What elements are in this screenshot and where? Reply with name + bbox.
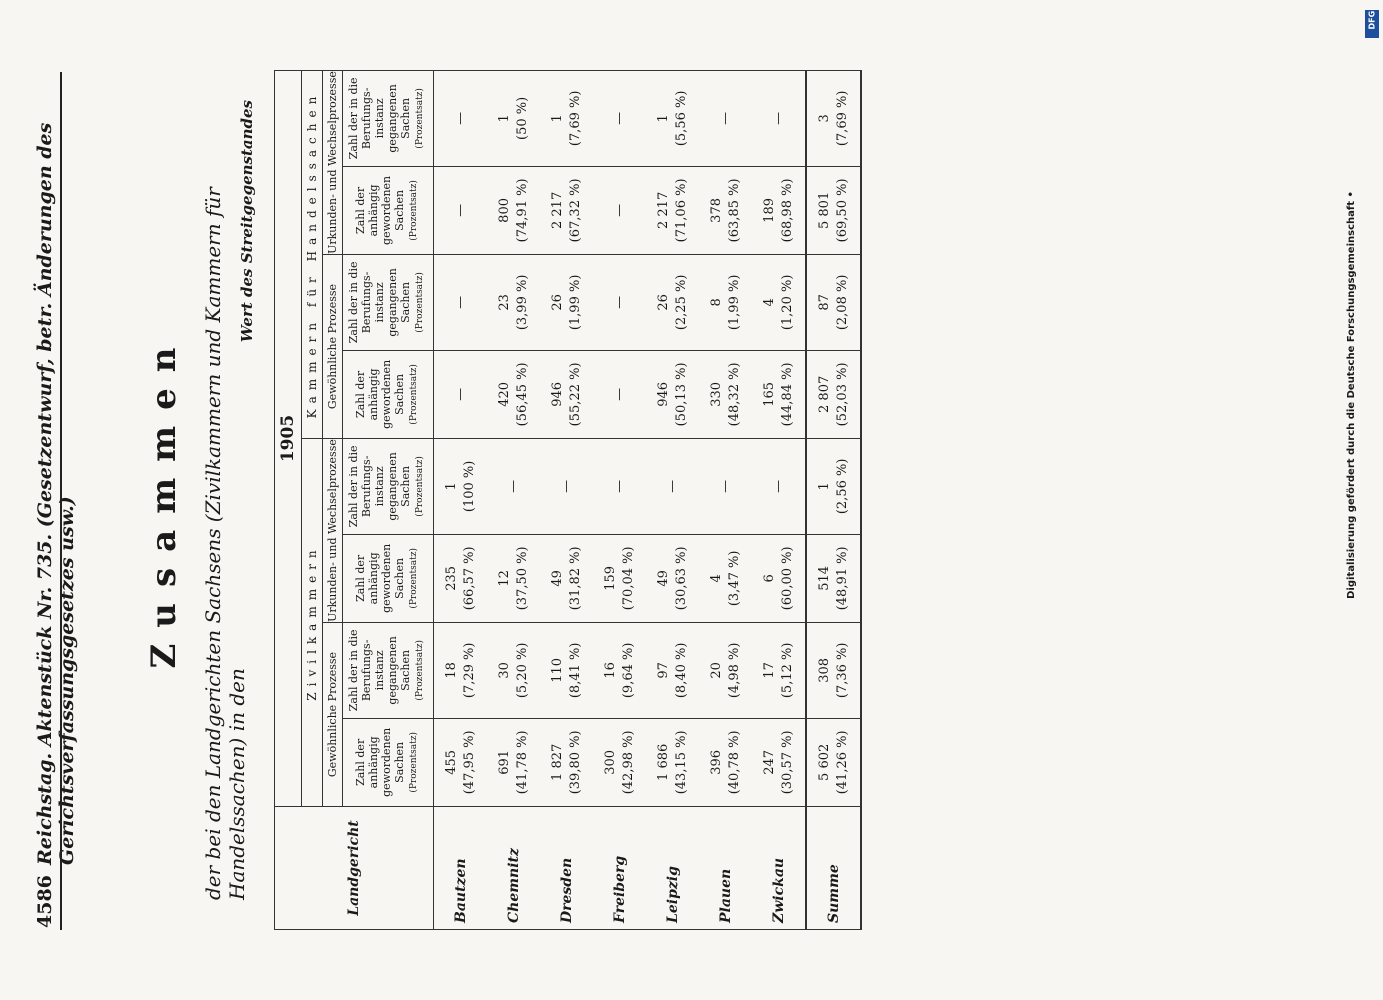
landgericht-name: Leipzig — [646, 807, 699, 930]
table-cell — [434, 439, 488, 535]
cell-percent: (41,26 %) — [834, 730, 850, 795]
cell-percent: (41,78 %) — [514, 730, 530, 795]
table-cell — [752, 350, 806, 438]
cell-count: 946 — [655, 381, 671, 407]
cell-count: 87 — [816, 294, 832, 311]
cell-percent: (63,85 %) — [726, 178, 742, 243]
cell-count: — — [611, 387, 627, 401]
sub-gewoehnliche-2: Gewöhnliche Prozesse — [323, 255, 343, 439]
table-cell — [487, 439, 540, 535]
col-header: Zahl der in die Berufungs-instanz gegangenen Sachen (Prozentsatz) — [343, 623, 434, 719]
cell-count: 420 — [496, 381, 512, 407]
table-cell — [593, 350, 646, 438]
cell-count: 12 — [496, 570, 512, 587]
cell-percent: (52,03 %) — [834, 362, 850, 427]
table-cell — [646, 534, 699, 622]
table-cell — [752, 166, 806, 254]
cell-percent: (3,47 %) — [726, 550, 742, 607]
table-cell — [806, 439, 861, 535]
cell-count: 1 — [816, 482, 832, 491]
cell-percent: (71,06 %) — [673, 178, 689, 243]
statistics-table — [274, 70, 862, 930]
landgericht-name: Zwickau — [752, 807, 806, 930]
cell-count: — — [452, 111, 468, 125]
table-cell — [593, 71, 646, 167]
table-cell — [540, 534, 593, 622]
table-cell — [646, 350, 699, 438]
table-cell — [752, 439, 806, 535]
table-body — [434, 71, 862, 930]
cell-percent: (37,50 %) — [514, 546, 530, 611]
cell-count: — — [717, 111, 733, 125]
landgericht-name: Freiberg — [593, 807, 646, 930]
landgericht-name: Dresden — [540, 807, 593, 930]
cell-count: 18 — [443, 662, 459, 679]
sum-row — [806, 71, 861, 930]
table-cell — [434, 166, 488, 254]
running-head: Reichstag. Aktenstück Nr. 735. (Gesetzentwurf, betr. Änderungen des Gerichtsverfassungsgesetzes usw.) — [34, 122, 78, 865]
cell-count: 110 — [549, 657, 565, 683]
col-header: Zahl der anhängig gewordenen Sachen (Prozentsatz) — [343, 350, 434, 438]
table-cell — [646, 439, 699, 535]
cell-count: 691 — [496, 749, 512, 775]
table-cell — [699, 166, 752, 254]
cell-count: — — [664, 479, 680, 493]
cell-percent: (2,08 %) — [834, 274, 850, 331]
col-header: Zahl der anhängig gewordenen Sachen (Prozentsatz) — [343, 534, 434, 622]
cell-percent: (70,04 %) — [620, 546, 636, 611]
col-header: Zahl der in die Berufungs-instanz gegangenen Sachen (Prozentsatz) — [343, 255, 434, 351]
cell-count: 26 — [549, 294, 565, 311]
cell-percent: (66,57 %) — [461, 546, 477, 611]
sub-gewoehnliche-1: Gewöhnliche Prozesse — [323, 623, 343, 807]
cell-count: — — [611, 111, 627, 125]
cell-percent: (39,80 %) — [567, 730, 583, 795]
cell-percent: (8,40 %) — [673, 642, 689, 699]
table-cell — [540, 623, 593, 719]
cell-count: 165 — [761, 381, 777, 407]
table-cell — [487, 623, 540, 719]
cell-count: — — [611, 203, 627, 217]
cell-count: 159 — [602, 565, 618, 591]
rotated-page — [26, 60, 1356, 940]
cell-count: 247 — [761, 749, 777, 775]
col-header: Zahl der in die Berufungs-instanz gegangenen Sachen (Prozentsatz) — [343, 71, 434, 167]
cell-percent: (9,64 %) — [620, 642, 636, 699]
table-cell — [487, 71, 540, 167]
table-row — [646, 71, 699, 930]
cell-percent: (74,91 %) — [514, 178, 530, 243]
table-cell — [699, 718, 752, 806]
col-header: Zahl der anhängig gewordenen Sachen (Prozentsatz) — [343, 718, 434, 806]
cell-percent: (100 %) — [461, 460, 477, 513]
cell-count: 6 — [761, 574, 777, 583]
table-cell — [646, 71, 699, 167]
cell-percent: (5,20 %) — [514, 642, 530, 699]
cell-count: — — [770, 111, 786, 125]
table-cell — [540, 255, 593, 351]
cell-count: 5 602 — [816, 743, 832, 781]
table-cell — [646, 623, 699, 719]
cell-percent: (7,69 %) — [834, 90, 850, 147]
table-cell — [434, 623, 488, 719]
table-cell — [806, 350, 861, 438]
cell-count: 4 — [761, 298, 777, 307]
cell-count: 49 — [549, 570, 565, 587]
cell-count: 800 — [496, 197, 512, 223]
cell-percent: (1,20 %) — [779, 274, 795, 331]
cell-count: 30 — [496, 662, 512, 679]
cell-percent: (48,91 %) — [834, 546, 850, 611]
cell-count: 330 — [708, 381, 724, 407]
table-cell — [806, 534, 861, 622]
digitization-credit: Digitalisierung gefördert durch die Deutsche Forschungsgemeinschaft • — [1346, 191, 1357, 599]
table-cell — [540, 71, 593, 167]
cell-percent: (2,25 %) — [673, 274, 689, 331]
table-cell — [806, 623, 861, 719]
table-cell — [434, 71, 488, 167]
cell-count: 23 — [496, 294, 512, 311]
table-cell — [806, 718, 861, 806]
cell-count: 4 — [708, 574, 724, 583]
cell-count: 300 — [602, 749, 618, 775]
cell-count: 16 — [602, 662, 618, 679]
table-cell — [593, 534, 646, 622]
table-cell — [646, 255, 699, 351]
cell-count: 396 — [708, 749, 724, 775]
table-cell — [434, 350, 488, 438]
cell-count: — — [611, 295, 627, 309]
landgericht-name: Summe — [806, 807, 861, 930]
cell-percent: (30,57 %) — [779, 730, 795, 795]
table-cell — [646, 718, 699, 806]
landgericht-name: Chemnitz — [487, 807, 540, 930]
col-header: Zahl der in die Berufungs-instanz gegangenen Sachen (Prozentsatz) — [343, 439, 434, 535]
cell-count: 1 — [549, 114, 565, 123]
cell-percent: (40,78 %) — [726, 730, 742, 795]
cell-count: 1 686 — [655, 743, 671, 781]
cell-percent: (2,56 %) — [834, 458, 850, 515]
table-cell — [806, 71, 861, 167]
table-cell — [540, 350, 593, 438]
table-row — [699, 71, 752, 930]
cell-percent: (30,63 %) — [673, 546, 689, 611]
cell-percent: (1,99 %) — [726, 274, 742, 331]
group-handelssachen: Kammern für Handelssachen — [302, 71, 323, 439]
cell-count: 1 827 — [549, 743, 565, 781]
table-cell — [487, 255, 540, 351]
cell-percent: (47,95 %) — [461, 730, 477, 795]
landgericht-name: Plauen — [699, 807, 752, 930]
table-row — [593, 71, 646, 930]
cell-count: 378 — [708, 197, 724, 223]
table-cell — [593, 166, 646, 254]
cell-count: — — [452, 203, 468, 217]
cell-percent: (8,41 %) — [567, 642, 583, 699]
cell-count: — — [611, 479, 627, 493]
cell-percent: (48,32 %) — [726, 362, 742, 427]
cell-percent: (42,98 %) — [620, 730, 636, 795]
cell-percent: (31,82 %) — [567, 546, 583, 611]
cell-count: 97 — [655, 662, 671, 679]
cell-percent: (44,84 %) — [779, 362, 795, 427]
cell-count: 17 — [761, 662, 777, 679]
cell-percent: (69,50 %) — [834, 178, 850, 243]
cell-percent: (7,36 %) — [834, 642, 850, 699]
table-cell — [752, 534, 806, 622]
cell-count: 2 807 — [816, 375, 832, 413]
cell-count: 1 — [655, 114, 671, 123]
cell-count: 514 — [816, 565, 832, 591]
cell-count: 2 217 — [549, 191, 565, 229]
cell-percent: (60,00 %) — [779, 546, 795, 611]
sub-urkunden-1: Urkunden- und Wechselprozesse — [323, 439, 343, 623]
table-cell — [593, 255, 646, 351]
cell-percent: (1,99 %) — [567, 274, 583, 331]
cell-percent: (55,22 %) — [567, 362, 583, 427]
page-subtitle: der bei den Landgerichten Sachsens (Zivilkammern und Kammern für Handelssachen) in den — [201, 187, 249, 900]
table-cell — [699, 71, 752, 167]
cell-percent: (50 %) — [514, 96, 530, 140]
cell-count: — — [717, 479, 733, 493]
cell-percent: (5,12 %) — [779, 642, 795, 699]
table-cell — [699, 255, 752, 351]
table-cell — [699, 534, 752, 622]
table-row — [752, 71, 806, 930]
table-cell — [646, 166, 699, 254]
table-cell — [752, 718, 806, 806]
header-rule — [60, 72, 62, 930]
cell-count: 946 — [549, 381, 565, 407]
table-cell — [806, 255, 861, 351]
cell-percent: (56,45 %) — [514, 362, 530, 427]
table-cell — [593, 439, 646, 535]
dfg-logo: DFG — [1365, 10, 1379, 38]
table-cell — [593, 623, 646, 719]
cell-count: — — [770, 479, 786, 493]
cell-percent: (4,98 %) — [726, 642, 742, 699]
table-cell — [752, 623, 806, 719]
table-cell — [699, 439, 752, 535]
page-subtitle-2: Wert des Streitgegenstandes — [238, 100, 256, 343]
table-cell — [540, 166, 593, 254]
running-header — [26, 60, 78, 940]
cell-count: 235 — [443, 565, 459, 591]
year-header: 1905 — [275, 71, 302, 807]
table-row — [540, 71, 593, 930]
cell-percent: (7,69 %) — [567, 90, 583, 147]
cell-count: — — [452, 387, 468, 401]
cell-count: 26 — [655, 294, 671, 311]
table-cell — [434, 534, 488, 622]
table-row — [434, 71, 488, 930]
cell-percent: (3,99 %) — [514, 274, 530, 331]
table-row — [487, 71, 540, 930]
cell-count: — — [505, 479, 521, 493]
cell-count: 189 — [761, 197, 777, 223]
table-cell — [699, 350, 752, 438]
landgericht-name: Bautzen — [434, 807, 488, 930]
cell-count: 8 — [708, 298, 724, 307]
table-cell — [434, 718, 488, 806]
cell-count: 1 — [443, 482, 459, 491]
cell-count: 2 217 — [655, 191, 671, 229]
cell-percent: (43,15 %) — [673, 730, 689, 795]
cell-count: — — [452, 295, 468, 309]
table-cell — [487, 350, 540, 438]
table-cell — [540, 439, 593, 535]
cell-percent: (5,56 %) — [673, 90, 689, 147]
cell-count: 5 801 — [816, 191, 832, 229]
table-cell — [487, 166, 540, 254]
group-zivilkammern: Zivilkammern — [302, 439, 323, 807]
table-cell — [806, 166, 861, 254]
page-title: Zusammen — [144, 331, 184, 669]
cell-count: — — [558, 479, 574, 493]
table-cell — [487, 534, 540, 622]
cell-percent: (67,32 %) — [567, 178, 583, 243]
sub-urkunden-2: Urkunden- und Wechselprozesse — [323, 71, 343, 255]
table-cell — [699, 623, 752, 719]
cell-percent: (7,29 %) — [461, 642, 477, 699]
cell-count: 455 — [443, 749, 459, 775]
cell-count: 308 — [816, 657, 832, 683]
table-cell — [487, 718, 540, 806]
cell-count: 20 — [708, 662, 724, 679]
table-cell — [752, 255, 806, 351]
cell-percent: (68,98 %) — [779, 178, 795, 243]
table-cell — [434, 255, 488, 351]
cell-count: 49 — [655, 570, 671, 587]
table-cell — [752, 71, 806, 167]
cell-count: 1 — [496, 114, 512, 123]
table-cell — [593, 718, 646, 806]
page-number: 4586 — [34, 875, 56, 928]
cell-percent: (50,13 %) — [673, 362, 689, 427]
col-header: Zahl der anhängig gewordenen Sachen (Prozentsatz) — [343, 166, 434, 254]
row-header: Landgericht — [275, 807, 434, 930]
cell-count: 3 — [816, 114, 832, 123]
table-cell — [540, 718, 593, 806]
